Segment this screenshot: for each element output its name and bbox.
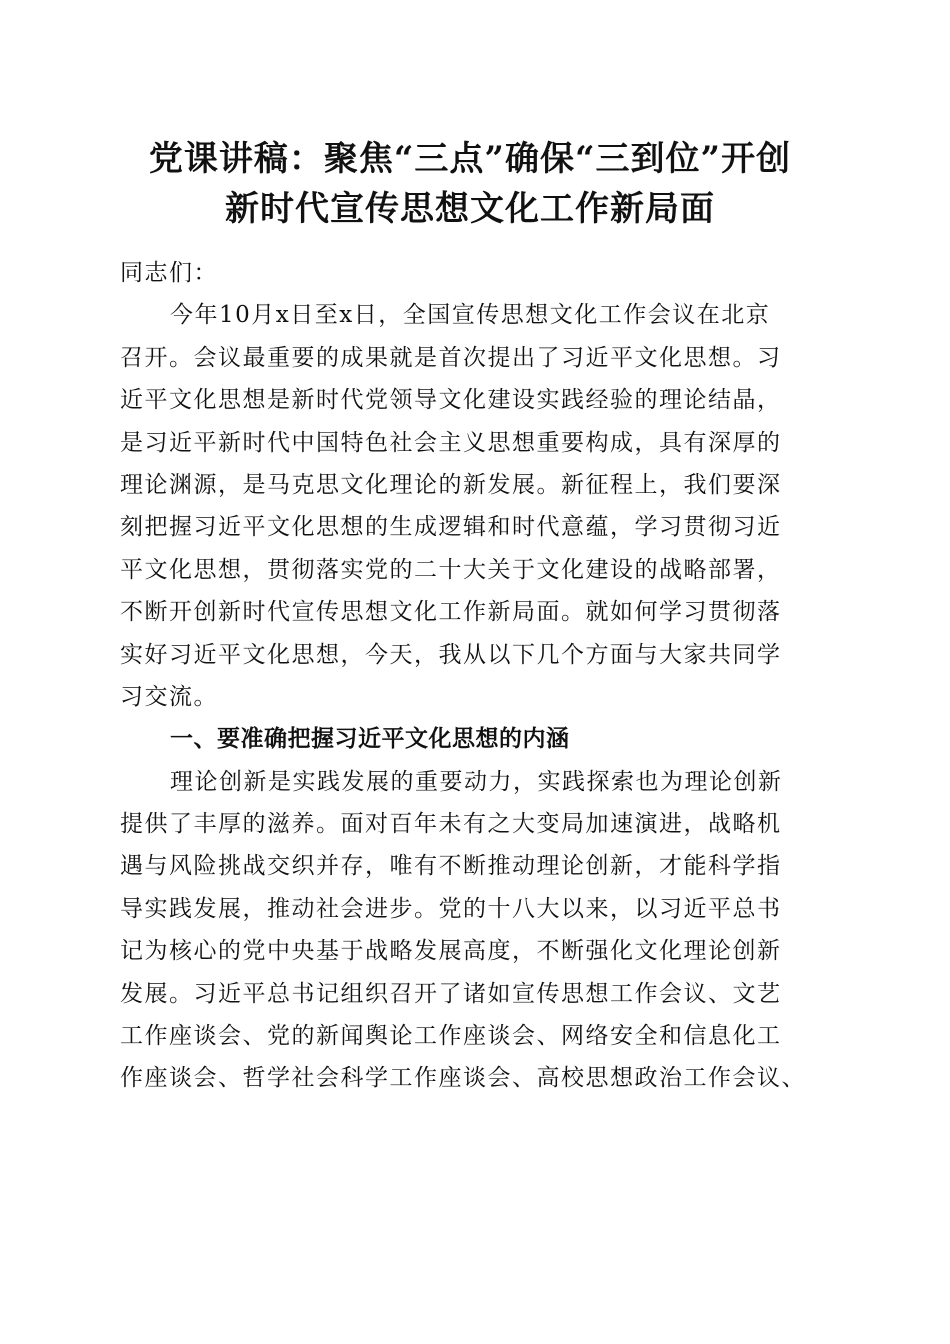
paragraph-intro xyxy=(120,294,828,718)
title-line: 党课讲稿：聚焦“三点”确保“三到位”开创 xyxy=(148,139,792,179)
paragraph-line: 理论渊源，是马克思文化理论的新发展。新征程上，我们要深 xyxy=(120,471,782,498)
paragraph-line: 工作座谈会、党的新闻舆论工作座谈会、网络安全和信息化工 xyxy=(120,1023,782,1050)
paragraph-line: 召开。会议最重要的成果就是首次提出了习近平文化思想。习 xyxy=(120,344,782,371)
paragraph-line: 作座谈会、哲学社会科学工作座谈会、高校思想政治工作会议、 xyxy=(120,1065,806,1092)
paragraph-line: 近平文化思想是新时代党领导文化建设实践经验的理论结晶， xyxy=(120,387,782,414)
paragraph-line: 刻把握习近平文化思想的生成逻辑和时代意蕴，学习贯彻习近 xyxy=(120,514,782,541)
salutation: 同志们： xyxy=(120,260,218,286)
paragraph-line: 提供了丰厚的滋养。面对百年未有之大变局加速演进，战略机 xyxy=(120,811,782,838)
paragraph-line: 习交流。 xyxy=(120,683,218,710)
section-heading: 一、要准确把握习近平文化思想的内涵 xyxy=(170,726,570,753)
paragraph-line: 遇与风险挑战交织并存，唯有不断推动理论创新，才能科学指 xyxy=(120,853,782,880)
document-body xyxy=(120,252,828,1100)
paragraph-line: 是习近平新时代中国特色社会主义思想重要构成，具有深厚的 xyxy=(120,429,782,456)
paragraph-line: 不断开创新时代宣传思想文化工作新局面。就如何学习贯彻落 xyxy=(120,599,782,626)
paragraph-line: 发展。习近平总书记组织召开了诸如宣传思想工作会议、文艺 xyxy=(120,980,782,1007)
document-title xyxy=(100,134,840,234)
paragraph-line: 导实践发展，推动社会进步。党的十八大以来，以习近平总书 xyxy=(120,895,782,922)
title-line: 新时代宣传思想文化工作新局面 xyxy=(225,189,715,229)
paragraph-line: 记为核心的党中央基于战略发展高度，不断强化文化理论创新 xyxy=(120,938,782,965)
paragraph-line: 实好习近平文化思想，今天，我从以下几个方面与大家共同学 xyxy=(120,641,782,668)
paragraph-section-1 xyxy=(120,761,828,1100)
paragraph-line: 平文化思想，贯彻落实党的二十大关于文化建设的战略部署， xyxy=(120,556,782,583)
paragraph-line: 理论创新是实践发展的重要动力，实践探索也为理论创新 xyxy=(170,768,783,795)
paragraph-line: 今年10月x日至x日，全国宣传思想文化工作会议在北京 xyxy=(170,302,771,329)
